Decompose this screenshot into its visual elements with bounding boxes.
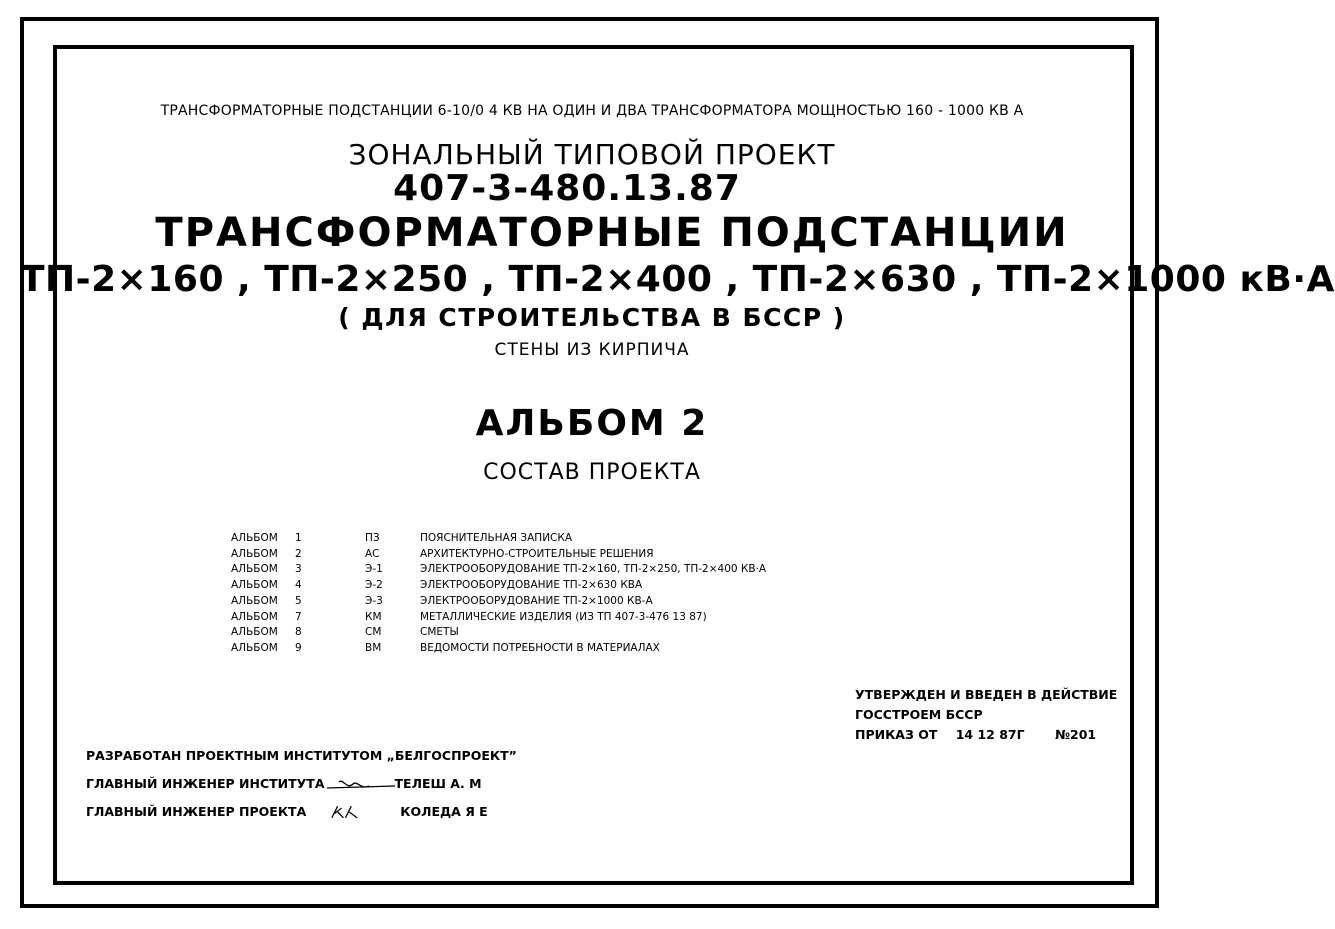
album-description: ПОЯСНИТЕЛЬНАЯ ЗАПИСКА: [420, 532, 573, 544]
album-description: ЭЛЕКТРООБОРУДОВАНИЕ ТП-2×630 КВА: [420, 579, 643, 592]
album-number: 2: [295, 547, 302, 560]
album-label: АЛЬБОМ: [231, 563, 278, 576]
album-title: АЛЬБОМ 2: [475, 403, 709, 444]
main-title: ТРАНСФОРМАТОРНЫЕ ПОДСТАНЦИИ: [155, 210, 1069, 256]
album-description: СМЕТЫ: [420, 626, 459, 639]
album-label: АЛЬБОМ: [231, 610, 278, 623]
chief-engineer-institute-label: ГЛАВНЫЙ ИНЖЕНЕР ИНСТИТУТА: [86, 776, 325, 791]
list-item: [231, 531, 766, 547]
header-line: ТРАНСФОРМАТОРНЫЕ ПОДСТАНЦИИ 6-10/0 4 КВ НА ОДИН И ДВА ТРАНСФОРМАТОРА МОЩНОСТЬЮ 160 - 1000 КВ А: [160, 103, 1024, 119]
approval-order: [855, 725, 1117, 745]
signature-project-icon: [326, 802, 396, 822]
album-list: [231, 531, 766, 657]
album-label: АЛЬБОМ: [231, 579, 278, 592]
album-number: 1: [295, 532, 302, 544]
list-item: [231, 625, 766, 641]
approval-line-2: ГОССТРОЕМ БССР: [855, 707, 983, 722]
order-number: №201: [1054, 727, 1097, 742]
album-code: Э-3: [365, 594, 383, 607]
album-code: ПЗ: [365, 532, 380, 544]
list-item: [231, 610, 766, 626]
album-label: АЛЬБОМ: [231, 641, 278, 654]
album-number: 4: [295, 579, 302, 592]
album-label: АЛЬБОМ: [231, 547, 278, 560]
album-code: Э-2: [365, 579, 383, 592]
list-item: [231, 594, 766, 610]
list-item: [231, 641, 766, 657]
album-number: 7: [295, 610, 302, 623]
album-label: АЛЬБОМ: [231, 532, 278, 544]
album-number: 8: [295, 626, 302, 639]
album-code: СМ: [365, 626, 382, 639]
album-description: ЭЛЕКТРООБОРУДОВАНИЕ ТП-2×160, ТП-2×250, ТП-2×400 КВ·А: [420, 563, 767, 576]
album-code: Э-1: [365, 563, 383, 576]
signature-institute-icon: [325, 774, 397, 794]
album-number: 3: [295, 563, 302, 576]
album-description: ВЕДОМОСТИ ПОТРЕБНОСТИ В МАТЕРИАЛАХ: [420, 641, 660, 654]
approval-line-1: УТВЕРЖДЕН И ВВЕДЕН В ДЕЙСТВИЕ: [855, 687, 1118, 702]
album-code: АС: [365, 547, 380, 560]
approval-block: [855, 685, 1117, 745]
developed-by: РАЗРАБОТАН ПРОЕКТНЫМ ИНСТИТУТОМ „БЕЛГОСПРОЕКТ”: [86, 748, 517, 763]
album-description: АРХИТЕКТУРНО-СТРОИТЕЛЬНЫЕ РЕШЕНИЯ: [420, 547, 654, 560]
album-code: ВМ: [365, 641, 382, 654]
list-item: [231, 562, 766, 578]
album-number: 9: [295, 641, 302, 654]
chief-engineer-institute-name: ТЕЛЕШ А. М: [394, 776, 482, 791]
chief-engineer-project-row: [86, 798, 517, 826]
album-code: КМ: [365, 610, 382, 623]
project-number: 407-3-480.13.87: [393, 168, 741, 209]
list-item: [231, 578, 766, 594]
chief-engineer-project-label: ГЛАВНЫЙ ИНЖЕНЕР ПРОЕКТА: [86, 804, 307, 819]
order-date: 14 12 87Г: [955, 727, 1025, 742]
album-description: ЭЛЕКТРООБОРУДОВАНИЕ ТП-2×1000 КВ-А: [420, 594, 653, 607]
list-item: [231, 547, 766, 563]
composition-title: СОСТАВ ПРОЕКТА: [483, 460, 701, 485]
walls-line: СТЕНЫ ИЗ КИРПИЧА: [494, 340, 690, 360]
purpose-line: ( ДЛЯ СТРОИТЕЛЬСТВА В БССР ): [338, 303, 846, 332]
album-description: МЕТАЛЛИЧЕСКИЕ ИЗДЕЛИЯ (ИЗ ТП 407-3-476 13 87): [420, 610, 707, 623]
order-label: ПРИКАЗ ОТ: [855, 727, 938, 742]
album-label: АЛЬБОМ: [231, 626, 278, 639]
substation-types: ТП-2×160 , ТП-2×250 , ТП-2×400 , ТП-2×630 , ТП-2×1000 кВ·А: [20, 259, 1335, 300]
chief-engineer-project-name: КОЛЕДА Я Е: [400, 804, 488, 819]
chief-engineer-institute-row: [86, 770, 517, 798]
album-label: АЛЬБОМ: [231, 594, 278, 607]
album-number: 5: [295, 594, 302, 607]
developers-block: [86, 742, 517, 826]
zonal-project-label: ЗОНАЛЬНЫЙ ТИПОВОЙ ПРОЕКТ: [348, 138, 836, 171]
